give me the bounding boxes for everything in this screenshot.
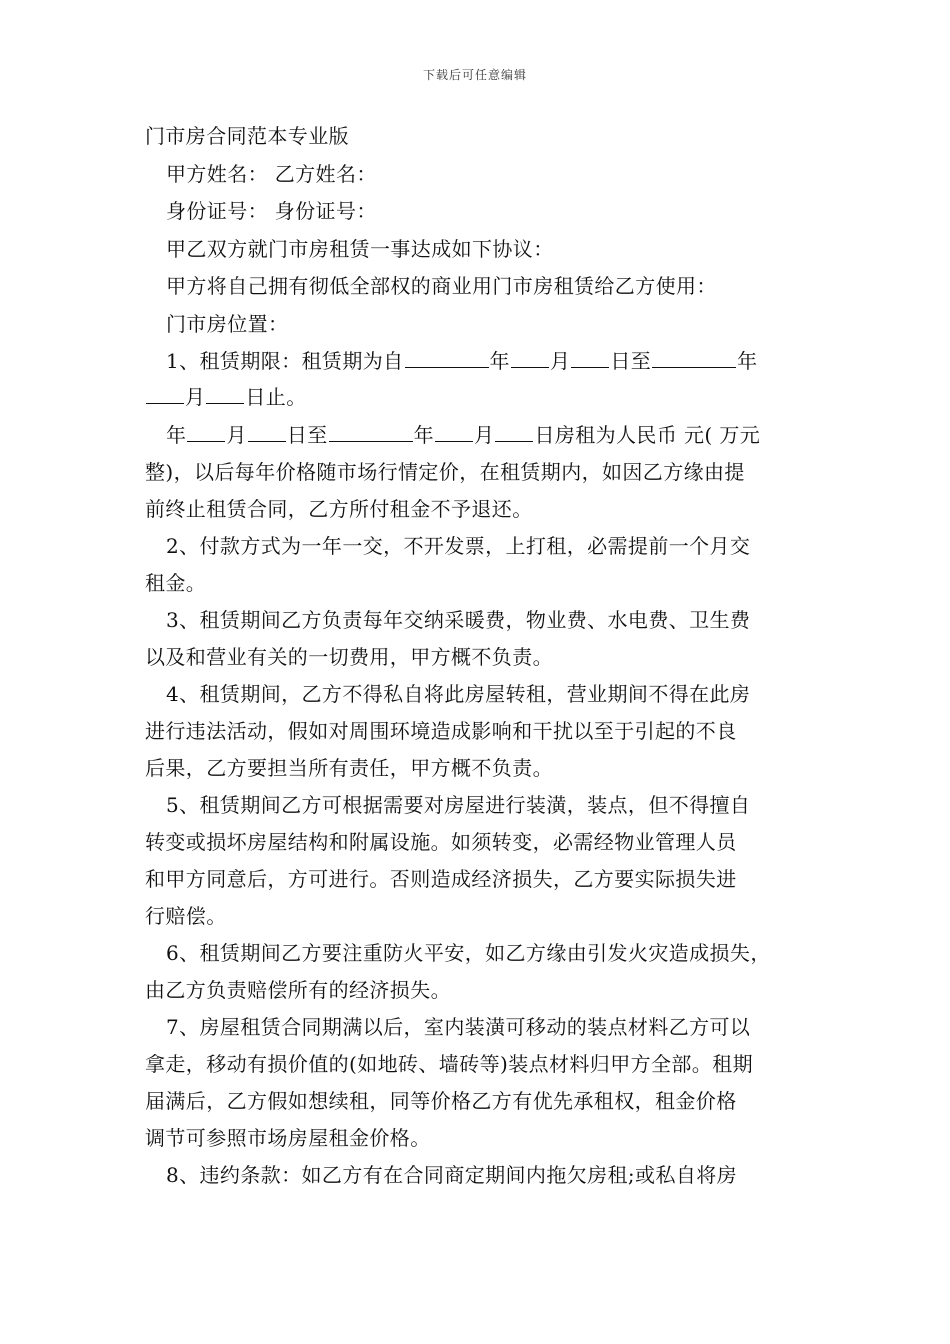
clause1-rent-line2: 整)，以后每年价格随市场行情定价，在租赁期内，如因乙方缘由提 [145,460,745,484]
year-label: 年 [489,349,510,373]
clause3-line2: 以及和营业有关的一切费用，甲方概不负责。 [145,645,553,669]
document-title: 门市房合同范本专业版 [145,124,349,148]
blank-field [511,349,549,368]
clause2-line2: 租金。 [145,571,207,595]
clause7-line4: 调节可参照市场房屋租金价格。 [145,1126,431,1150]
clause7-line3: 届满后，乙方假如想续租，同等价格乙方有优先承租权，租金价格 [145,1089,737,1113]
year-label: 年 [166,423,187,447]
clause4-line2: 进行违法活动，假如对周围环境造成影响和干扰以至于引起的不良 [145,719,737,743]
lease-statement-line: 甲方将自己拥有彻低全部权的商业用门市房租赁给乙方使用： [166,274,717,298]
clause1-line1 [166,349,758,373]
blank-field [652,349,736,368]
year-label: 年 [413,423,435,447]
clause5-line1: 5、租赁期间乙方可根据需要对房屋进行装潢，装点，但不得擅自 [166,793,751,817]
clause8-line1: 8、违约条款：如乙方有在合同商定期间内拖欠房租;或私自将房 [166,1163,738,1187]
clause5-line4: 行赔偿。 [145,904,227,928]
month-label: 月 [474,423,495,447]
party-id-line: 身份证号： 身份证号： [166,199,377,223]
rent-amount-text: 日房租为人民币 元( 万元 [534,423,761,447]
clause5-line2: 转变或损坏房屋结构和附属设施。如须转变，必需经物业管理人员 [145,830,737,854]
clause4-line3: 后果，乙方要担当所有责任，甲方概不负责。 [145,756,553,780]
clause1-line2 [145,385,307,409]
location-label: 门市房位置： [166,312,289,336]
clause4-line1: 4、租赁期间，乙方不得私自将此房屋转租，营业期间不得在此房 [166,682,751,706]
clause6-line2: 由乙方负责赔偿所有的经济损失。 [145,978,451,1002]
clause7-line1: 7、房屋租赁合同期满以后，室内装潢可移动的装点材料乙方可以 [166,1015,751,1039]
clause3-line1: 3、租赁期间乙方负责每年交纳采暖费，物业费、水电费、卫生费 [166,608,751,632]
blank-field [435,423,473,442]
month-label: 月 [185,385,206,409]
agreement-line: 甲乙双方就门市房租赁一事达成如下协议： [166,237,554,261]
clause5-line3: 和甲方同意后，方可进行。否则造成经济损失，乙方要实际损失进 [145,867,737,891]
clause1-rent-line3: 前终止租赁合同，乙方所付租金不予退还。 [145,497,533,521]
clause6-line1: 6、租赁期间乙方要注重防火平安，如乙方缘由引发火灾造成损失， [166,941,771,965]
blank-field [206,385,244,404]
party-names-line: 甲方姓名： 乙方姓名： [166,162,377,186]
day-end-label: 日止。 [245,385,307,409]
month-label: 月 [549,349,571,373]
month-label: 月 [226,423,247,447]
clause1-rent-line [166,423,760,447]
blank-field [146,385,184,404]
clause7-line2: 拿走，移动有损价值的(如地砖、墙砖等)装点材料归甲方全部。租期 [145,1052,754,1076]
blank-field [187,423,225,442]
day-to-label: 日至 [286,423,328,447]
blank-field [248,423,286,442]
year-label: 年 [737,349,758,373]
header-note: 下载后可任意编辑 [422,68,527,82]
clause1-lead: 1、租赁期限：租赁期为自 [166,349,404,373]
blank-field [329,423,413,442]
blank-field [571,349,609,368]
clause2-line1: 2、付款方式为一年一交，不开发票，上打租，必需提前一个月交 [166,534,751,558]
day-to-label: 日至 [610,349,652,373]
blank-field [495,423,533,442]
blank-field [405,349,489,368]
